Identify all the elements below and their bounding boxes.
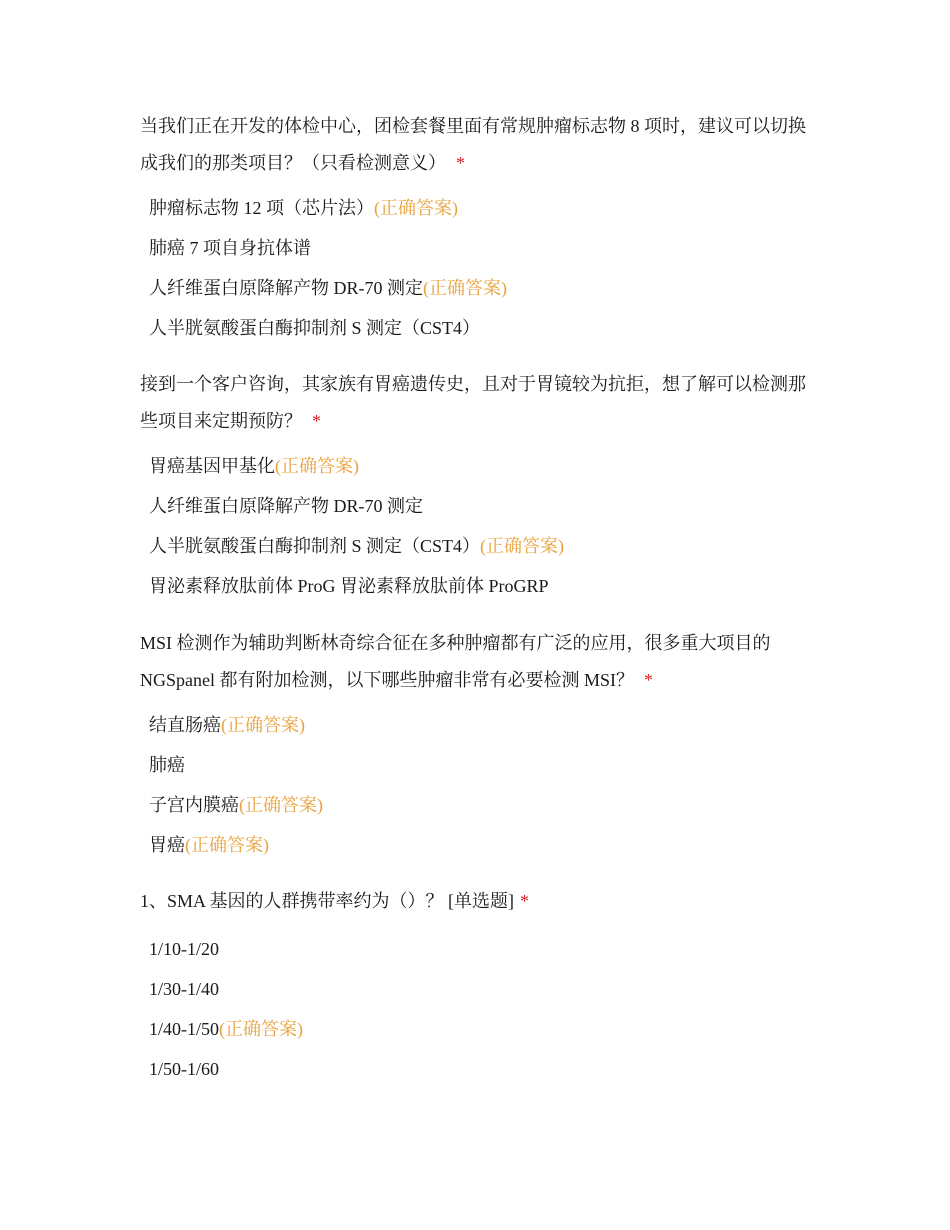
option-q1-a[interactable]	[140, 188, 820, 228]
option-label: 人纤维蛋白原降解产物 DR-70 测定	[149, 278, 423, 298]
option-label: 结直肠癌	[149, 715, 221, 735]
question-3	[140, 625, 820, 865]
required-mark: *	[644, 670, 653, 690]
required-mark: *	[312, 411, 321, 431]
option-label: 1/50-1/60	[149, 1059, 219, 1079]
option-label: 人纤维蛋白原降解产物 DR-70 测定	[149, 496, 423, 516]
option-label: 肺癌	[149, 755, 185, 775]
correct-answer-tag: (正确答案)	[185, 835, 269, 855]
correct-answer-tag: (正确答案)	[221, 715, 305, 735]
question-3-label: MSI 检测作为辅助判断林奇综合征在多种肿瘤都有广泛的应用，很多重大项目的 NGSpanel 都有附加检测，以下哪些肿瘤非常有必要检测 MSI？	[140, 633, 771, 690]
question-2-label: 接到一个客户咨询，其家族有胃癌遗传史，且对于胃镜较为抗拒，想了解可以检测那些项目来定期预防？	[140, 374, 806, 431]
correct-answer-tag: (正确答案)	[480, 536, 565, 556]
option-q1-c[interactable]	[140, 268, 820, 308]
option-q1-b[interactable]	[140, 228, 820, 268]
option-label: 肺癌 7 项自身抗体谱	[149, 238, 311, 258]
option-label: 胃癌	[149, 835, 185, 855]
question-3-options	[140, 705, 820, 865]
option-q2-d[interactable]	[140, 566, 820, 606]
option-label: 子宫内膜癌	[149, 795, 239, 815]
question-4	[140, 883, 820, 1089]
option-label: 1/30-1/40	[149, 979, 219, 999]
question-2-text	[140, 366, 820, 440]
question-2-options	[140, 446, 820, 606]
correct-answer-tag: (正确答案)	[423, 278, 507, 298]
option-label: 人半胱氨酸蛋白酶抑制剂 S 测定（CST4）	[149, 318, 481, 338]
option-q3-b[interactable]	[140, 745, 820, 785]
question-1-label: 当我们正在开发的体检中心，团检套餐里面有常规肿瘤标志物 8 项时，建议可以切换成我们的那类项目？（只看检测意义）	[140, 116, 806, 173]
question-2	[140, 366, 820, 606]
question-4-text	[140, 883, 820, 920]
option-q3-a[interactable]	[140, 705, 820, 745]
option-q4-d[interactable]	[140, 1049, 820, 1089]
option-label: 1/10-1/20	[149, 939, 219, 959]
option-q4-c[interactable]	[140, 1009, 820, 1049]
option-label: 胃泌素释放肽前体 ProG 胃泌素释放肽前体 ProGRP	[149, 576, 549, 596]
option-q3-d[interactable]	[140, 825, 820, 865]
question-1	[140, 108, 820, 348]
option-q4-a[interactable]	[140, 929, 820, 969]
question-4-options	[140, 929, 820, 1089]
option-q1-d[interactable]	[140, 308, 820, 348]
option-label: 1/40-1/50	[149, 1019, 219, 1039]
required-mark: *	[520, 891, 530, 911]
option-label: 肿瘤标志物 12 项（芯片法）	[149, 198, 374, 218]
question-1-options	[140, 188, 820, 348]
correct-answer-tag: (正确答案)	[374, 198, 458, 218]
option-q2-b[interactable]	[140, 486, 820, 526]
correct-answer-tag: (正确答案)	[239, 795, 323, 815]
option-label: 人半胱氨酸蛋白酶抑制剂 S 测定（CST4）	[149, 536, 481, 556]
required-mark: *	[456, 153, 465, 173]
option-q3-c[interactable]	[140, 785, 820, 825]
correct-answer-tag: (正确答案)	[219, 1019, 303, 1039]
question-1-text	[140, 108, 820, 182]
option-q2-a[interactable]	[140, 446, 820, 486]
option-q2-c[interactable]	[140, 526, 820, 566]
question-4-label: 1、SMA 基因的人群携带率约为（）？ [单选题]	[140, 891, 515, 911]
correct-answer-tag: (正确答案)	[275, 456, 359, 476]
option-label: 胃癌基因甲基化	[149, 456, 275, 476]
option-q4-b[interactable]	[140, 969, 820, 1009]
question-3-text	[140, 625, 820, 699]
